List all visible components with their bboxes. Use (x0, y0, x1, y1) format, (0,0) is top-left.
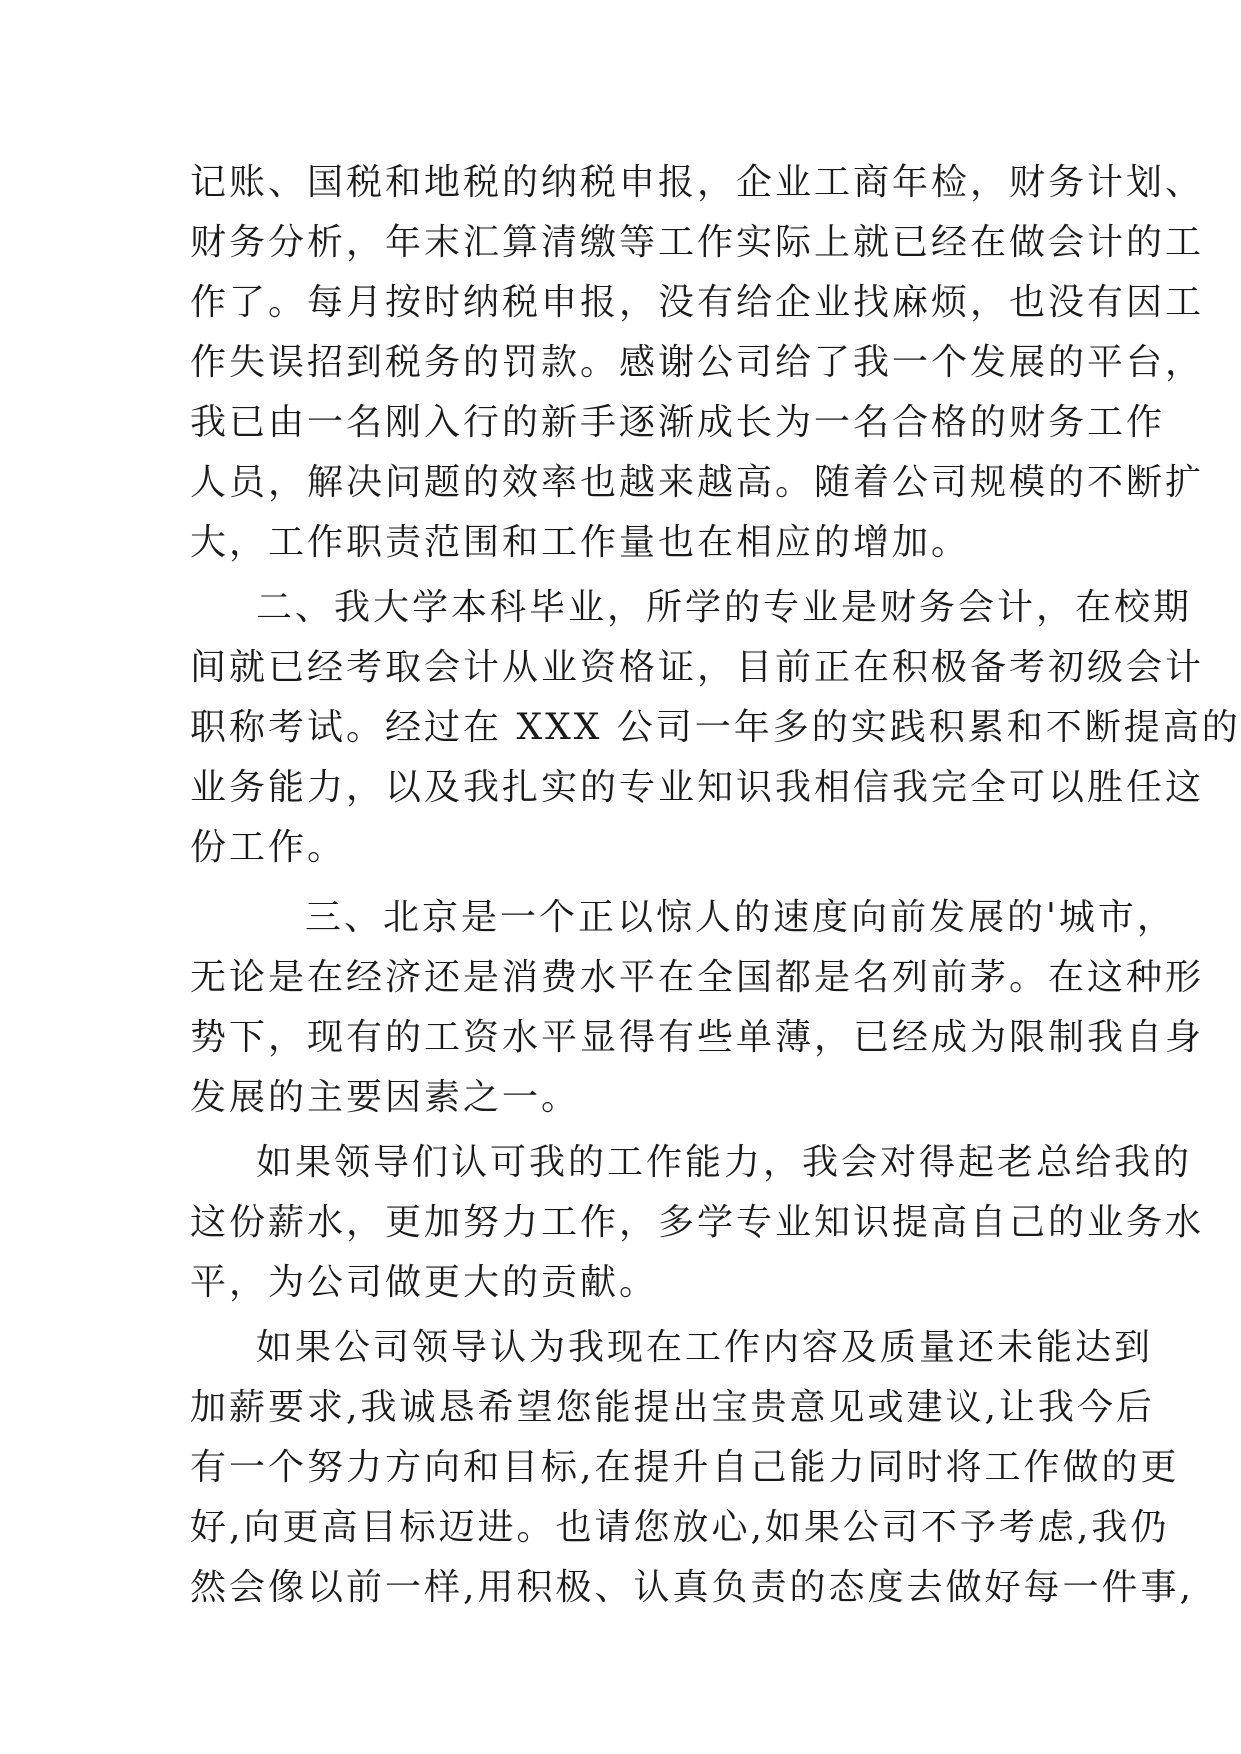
text-line: 业务能力，以及我扎实的专业知识我相信我完全可以胜任这 (190, 767, 1205, 808)
text-line: 财务分析，年末汇算清缴等工作实际上就已经在做会计的工 (190, 222, 1205, 263)
paragraph-education (190, 578, 1241, 878)
text-line: 大，工作职责范围和工作量也在相应的增加。 (190, 522, 971, 563)
text-line: 作了。每月按时纳税申报，没有给企业找麻烦，也没有因工 (190, 282, 1205, 323)
text-line: 有一个努力方向和目标,在提升自己能力同时将工作做的更 (190, 1447, 1180, 1488)
text-line: 间就已经考取会计从业资格证，目前正在积极备考初级会计 (190, 647, 1205, 688)
text-line: 势下，现有的工资水平显得有些单薄，已经成为限制我自身 (190, 1017, 1205, 1058)
text-line: 如果领导们认可我的工作能力，我会对得起老总给我的 (256, 1142, 1193, 1183)
text-line: 发展的主要因素之一。 (190, 1077, 581, 1118)
text-line: 二、我大学本科毕业，所学的专业是财务会计，在校期 (256, 587, 1193, 628)
text-line: 人员，解决问题的效率也越来越高。随着公司规模的不断扩 (190, 462, 1205, 503)
text-line: 平，为公司做更大的贡献。 (190, 1262, 659, 1303)
text-line: 记账、国税和地税的纳税申报，企业工商年检，财务计划、 (190, 162, 1205, 203)
paragraph-duties (190, 153, 1205, 573)
text-line: 份工作。 (190, 827, 347, 868)
text-line: 如果公司领导认为我现在工作内容及质量还未能达到 (256, 1327, 1154, 1368)
paragraph-commitment (190, 1133, 1205, 1313)
text-line: 这份薪水，更加努力工作，多学专业知识提高自己的业务水 (190, 1202, 1205, 1243)
text-line: 三、北京是一个正以惊人的速度向前发展的'城市， (305, 897, 1176, 938)
text-line: 无论是在经济还是消费水平在全国都是名列前茅。在这种形 (190, 957, 1205, 998)
text-line: 我已由一名刚入行的新手逐渐成长为一名合格的财务工作 (190, 402, 1166, 443)
paragraph-beijing (190, 888, 1205, 1128)
paragraph-request (190, 1318, 1194, 1618)
text-line: 职称考试。经过在 XXX 公司一年多的实践积累和不断提高的 (190, 707, 1241, 748)
document-body (190, 153, 1241, 1618)
text-line: 然会像以前一样,用积极、认真负责的态度去做好每一件事, (190, 1567, 1194, 1608)
text-line: 作失误招到税务的罚款。感谢公司给了我一个发展的平台， (190, 342, 1205, 383)
text-line: 加薪要求,我诚恳希望您能提出宝贵意见或建议,让我今后 (190, 1387, 1155, 1428)
text-line: 好,向更高目标迈进。也请您放心,如果公司不予考虑,我仍 (190, 1507, 1170, 1548)
